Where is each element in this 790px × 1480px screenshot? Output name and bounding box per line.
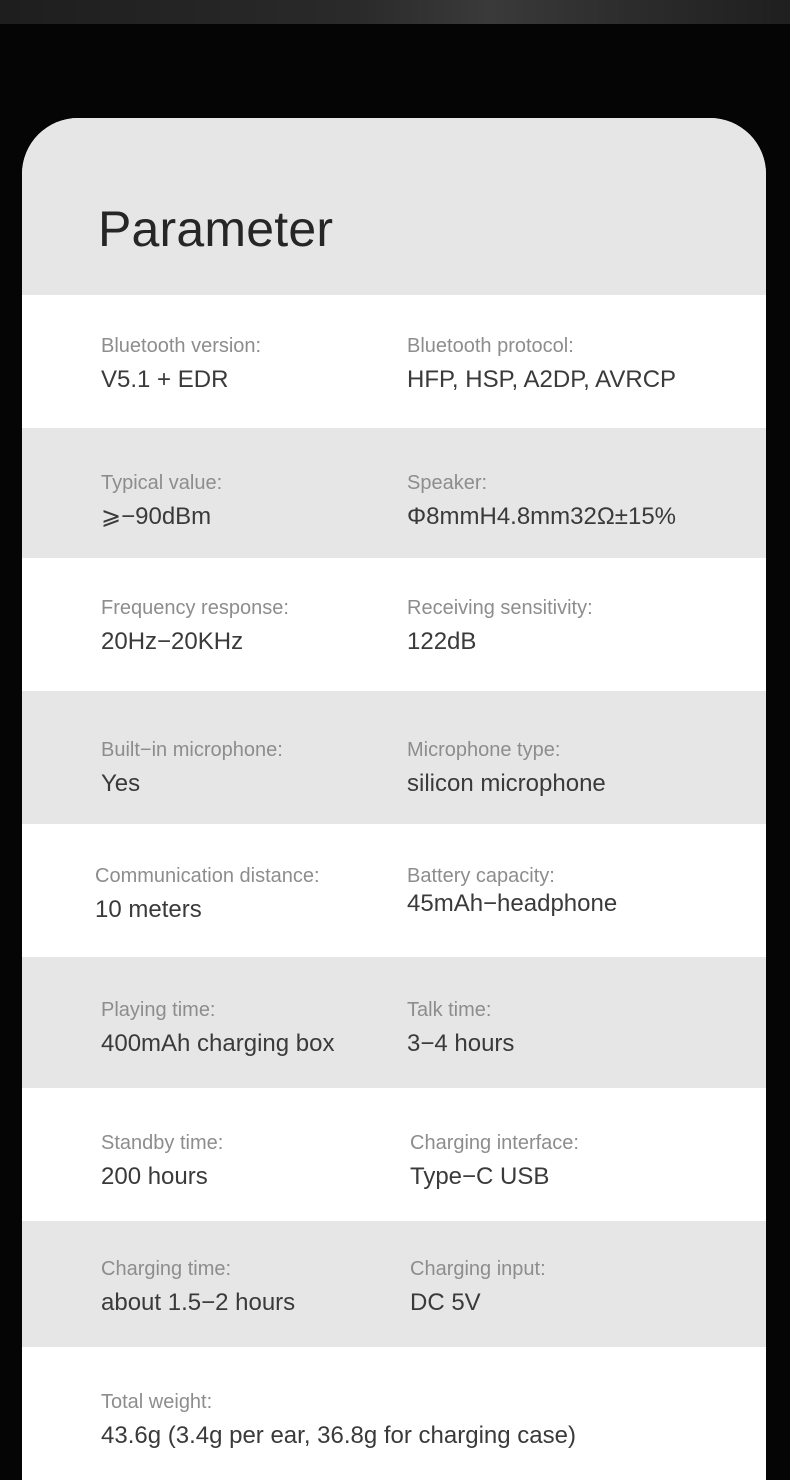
spec-standby-time (101, 1131, 223, 1191)
spec-label: Built−in microphone: (101, 739, 283, 761)
spec-label: Talk time: (407, 999, 492, 1021)
spec-value: 20Hz−20KHz (101, 628, 244, 655)
spec-row-distance-battery (22, 824, 766, 957)
spec-row-standby-interface (22, 1088, 766, 1221)
spec-label: Bluetooth protocol: (407, 335, 574, 357)
spec-typical-value (101, 471, 222, 531)
spec-label: Charging input: (410, 1258, 546, 1280)
spec-label: Charging interface: (410, 1132, 579, 1154)
spec-label: Total weight: (101, 1391, 213, 1413)
spec-built-in-microphone (101, 738, 283, 798)
spec-value: 122dB (407, 628, 477, 655)
spec-value: 43.6g (3.4g per ear, 36.8g for charging case) (101, 1422, 576, 1449)
spec-value: silicon microphone (407, 770, 606, 797)
spec-frequency-response (101, 596, 289, 656)
spec-value: 400mAh charging box (101, 1030, 335, 1057)
page-title: Parameter (98, 201, 334, 257)
spec-value: Type−C USB (410, 1163, 550, 1190)
spec-charging-input (410, 1257, 546, 1317)
spec-value: 200 hours (101, 1163, 208, 1190)
spec-microphone-type (407, 738, 606, 798)
spec-value: HFP, HSP, A2DP, AVRCP (407, 366, 677, 393)
parameter-card (22, 118, 766, 1480)
spec-row-typical-speaker (22, 428, 766, 558)
spec-value: DC 5V (410, 1289, 481, 1316)
spec-value: 3−4 hours (407, 1030, 515, 1057)
spec-bluetooth-version (101, 334, 261, 394)
spec-total-weight (101, 1390, 576, 1450)
spec-receiving-sensitivity (407, 596, 593, 656)
spec-value: ⩾−90dBm (101, 503, 212, 530)
spec-label: Communication distance: (95, 865, 320, 887)
spec-value: about 1.5−2 hours (101, 1289, 296, 1316)
spec-speaker (407, 471, 676, 531)
spec-row-microphone (22, 691, 766, 824)
spec-value: V5.1 + EDR (101, 366, 229, 393)
spec-value: 45mAh−headphone (407, 890, 618, 917)
spec-charging-interface (410, 1131, 579, 1191)
spec-value: Φ8mmH4.8mm32Ω±15% (407, 503, 677, 530)
spec-communication-distance (95, 864, 320, 924)
spec-row-frequency-sensitivity (22, 558, 766, 691)
spec-playing-time (101, 998, 334, 1058)
spec-row-weight (22, 1347, 766, 1480)
spec-label: Standby time: (101, 1132, 224, 1154)
top-image-strip (0, 0, 790, 24)
spec-value: 10 meters (95, 896, 202, 923)
spec-row-bluetooth (22, 295, 766, 428)
spec-bluetooth-protocol (407, 334, 676, 394)
spec-row-playing-talk (22, 957, 766, 1088)
spec-label: Frequency response: (101, 597, 289, 619)
card-header (22, 118, 766, 295)
spec-label: Battery capacity: (407, 865, 555, 887)
spec-talk-time (407, 998, 514, 1058)
spec-label: Charging time: (101, 1258, 232, 1280)
spec-charging-time (101, 1257, 295, 1317)
spec-label: Microphone type: (407, 739, 561, 761)
spec-label: Playing time: (101, 999, 216, 1021)
spec-value: Yes (101, 770, 141, 797)
spec-label: Receiving sensitivity: (407, 597, 593, 619)
spec-battery-capacity (407, 864, 617, 918)
spec-row-charging (22, 1221, 766, 1347)
spec-label: Speaker: (407, 472, 488, 494)
spec-label: Typical value: (101, 472, 223, 494)
spec-label: Bluetooth version: (101, 335, 262, 357)
